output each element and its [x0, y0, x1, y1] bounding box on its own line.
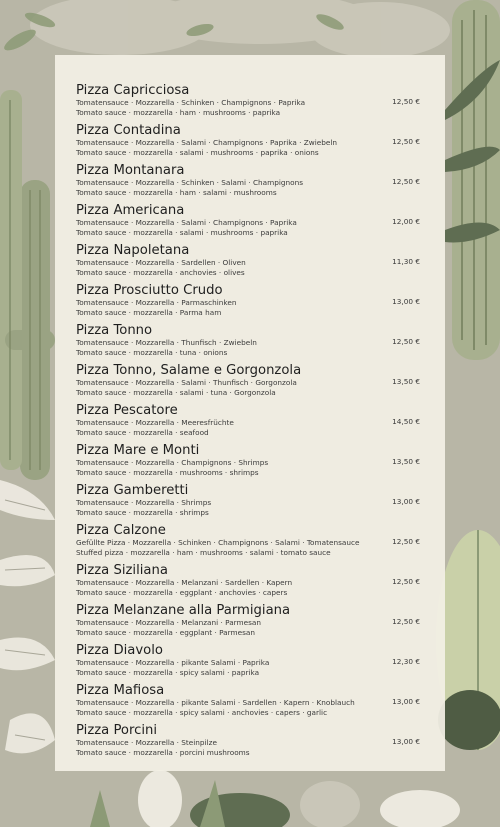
pizza-price: 13,00 €: [392, 497, 420, 506]
pizza-name: Pizza Pescatore: [76, 403, 178, 418]
pizza-name: Pizza Melanzane alla Parmigiana: [76, 603, 291, 618]
menu-item: [76, 283, 422, 323]
pizza-description-german: Tomatensauce · Mozzarella · Salami · Thunfisch · Gorgonzola: [76, 378, 297, 387]
pizza-name: Pizza Americana: [76, 203, 185, 218]
pizza-description-english: Stuffed pizza · mozzarella · ham · mushrooms · salami · tomato sauce: [76, 547, 331, 557]
pizza-description-german: Tomatensauce · Mozzarella · Melanzani · Parmesan: [76, 618, 262, 627]
menu-item: [76, 83, 422, 123]
pizza-description-german: Tomatensauce · Mozzarella · Salami · Champignons · Paprika: [76, 218, 297, 227]
pizza-description-german: Tomatensauce · Mozzarella · Meeresfrüchte: [76, 418, 234, 427]
pizza-name: Pizza Calzone: [76, 523, 166, 538]
pizza-price: 12,00 €: [392, 217, 420, 226]
pizza-price: 13,50 €: [392, 377, 420, 386]
menu-item: [76, 483, 422, 523]
menu-item: [76, 643, 422, 683]
pizza-name: Pizza Mafiosa: [76, 683, 165, 698]
pizza-name: Pizza Napoletana: [76, 243, 190, 258]
menu-item: [76, 363, 422, 403]
pizza-description-german: Gefüllte Pizza · Mozzarella · Schinken · Champignons · Salami · Tomatensauce: [76, 538, 360, 547]
pizza-description-english: Tomato sauce · mozzarella · spicy salami · paprika: [76, 667, 260, 677]
pizza-price: 13,00 €: [392, 297, 420, 306]
menu-item: [76, 563, 422, 603]
pizza-description-german: Tomatensauce · Mozzarella · Schinken · Champignons · Paprika: [76, 98, 306, 107]
pizza-description-english: Tomato sauce · mozzarella · eggplant · Parmesan: [76, 627, 256, 637]
pizza-description-english: Tomato sauce · mozzarella · salami · mushrooms · paprika · onions: [76, 147, 319, 157]
pizza-description-german: Tomatensauce · Mozzarella · Thunfisch · Zwiebeln: [76, 338, 257, 347]
pizza-description-english: Tomato sauce · mozzarella · salami · mushrooms · paprika: [76, 227, 288, 237]
pizza-description-english: Tomato sauce · mozzarella · porcini mushrooms: [76, 747, 250, 757]
pizza-description-german: Tomatensauce · Mozzarella · Shrimps: [76, 498, 212, 507]
menu-item: [76, 723, 422, 763]
pizza-description-german: Tomatensauce · Mozzarella · Salami · Champignons · Paprika · Zwiebeln: [76, 138, 338, 147]
pizza-menu-list: [76, 83, 422, 763]
pizza-description-english: Tomato sauce · mozzarella · Parma ham: [76, 307, 222, 317]
pizza-price: 12,50 €: [392, 177, 420, 186]
menu-item: [76, 243, 422, 283]
menu-item: [76, 403, 422, 443]
pizza-price: 13,00 €: [392, 737, 420, 746]
pizza-description-english: Tomato sauce · mozzarella · ham · mushrooms · paprika: [76, 107, 281, 117]
pizza-description-german: Tomatensauce · Mozzarella · Schinken · Salami · Champignons: [76, 178, 304, 187]
pizza-description-german: Tomatensauce · Mozzarella · Parmaschinken: [76, 298, 237, 307]
pizza-name: Pizza Prosciutto Crudo: [76, 283, 223, 298]
pizza-price: 12,50 €: [392, 97, 420, 106]
pizza-description-german: Tomatensauce · Mozzarella · Champignons · Shrimps: [76, 458, 269, 467]
pizza-price: 12,50 €: [392, 137, 420, 146]
pizza-name: Pizza Porcini: [76, 723, 158, 738]
pizza-description-english: Tomato sauce · mozzarella · salami · tuna · Gorgonzola: [76, 387, 276, 397]
pizza-price: 14,50 €: [392, 417, 420, 426]
pizza-name: Pizza Tonno, Salame e Gorgonzola: [76, 363, 302, 378]
menu-item: [76, 443, 422, 483]
pizza-description-english: Tomato sauce · mozzarella · ham · salami · mushrooms: [76, 187, 277, 197]
pizza-name: Pizza Montanara: [76, 163, 185, 178]
pizza-price: 12,50 €: [392, 337, 420, 346]
pizza-description-english: Tomato sauce · mozzarella · eggplant · anchovies · capers: [76, 587, 288, 597]
pizza-description-german: Tomatensauce · Mozzarella · Sardellen · Oliven: [76, 258, 246, 267]
pizza-price: 12,50 €: [392, 537, 420, 546]
pizza-name: Pizza Gamberetti: [76, 483, 189, 498]
menu-item: [76, 203, 422, 243]
pizza-name: Pizza Mare e Monti: [76, 443, 200, 458]
menu-item: [76, 523, 422, 563]
pizza-description-english: Tomato sauce · mozzarella · anchovies · olives: [76, 267, 245, 277]
pizza-name: Pizza Contadina: [76, 123, 181, 138]
pizza-description-english: Tomato sauce · mozzarella · tuna · onions: [76, 347, 228, 357]
pizza-description-english: Tomato sauce · mozzarella · spicy salami · anchovies · capers · garlic: [76, 707, 328, 717]
menu-item: [76, 323, 422, 363]
pizza-name: Pizza Tonno: [76, 323, 153, 338]
menu-item: [76, 123, 422, 163]
pizza-name: Pizza Capricciosa: [76, 83, 190, 98]
pizza-description-english: Tomato sauce · mozzarella · seafood: [76, 427, 209, 437]
pizza-price: 12,50 €: [392, 577, 420, 586]
pizza-description-english: Tomato sauce · mozzarella · mushrooms · shrimps: [76, 467, 259, 477]
pizza-price: 12,30 €: [392, 657, 420, 666]
menu-item: [76, 683, 422, 723]
pizza-description-english: Tomato sauce · mozzarella · shrimps: [76, 507, 209, 517]
pizza-name: Pizza Siziliana: [76, 563, 168, 578]
pizza-price: 13,50 €: [392, 457, 420, 466]
pizza-price: 13,00 €: [392, 697, 420, 706]
pizza-description-german: Tomatensauce · Mozzarella · Melanzani · Sardellen · Kapern: [76, 578, 293, 587]
pizza-description-german: Tomatensauce · Mozzarella · pikante Salami · Paprika: [76, 658, 270, 667]
pizza-name: Pizza Diavolo: [76, 643, 163, 658]
pizza-price: 12,50 €: [392, 617, 420, 626]
pizza-description-german: Tomatensauce · Mozzarella · pikante Salami · Sardellen · Kapern · Knoblauch: [76, 698, 355, 707]
menu-item: [76, 163, 422, 203]
pizza-description-german: Tomatensauce · Mozzarella · Steinpilze: [76, 738, 217, 747]
pizza-price: 11,30 €: [392, 257, 420, 266]
menu-item: [76, 603, 422, 643]
